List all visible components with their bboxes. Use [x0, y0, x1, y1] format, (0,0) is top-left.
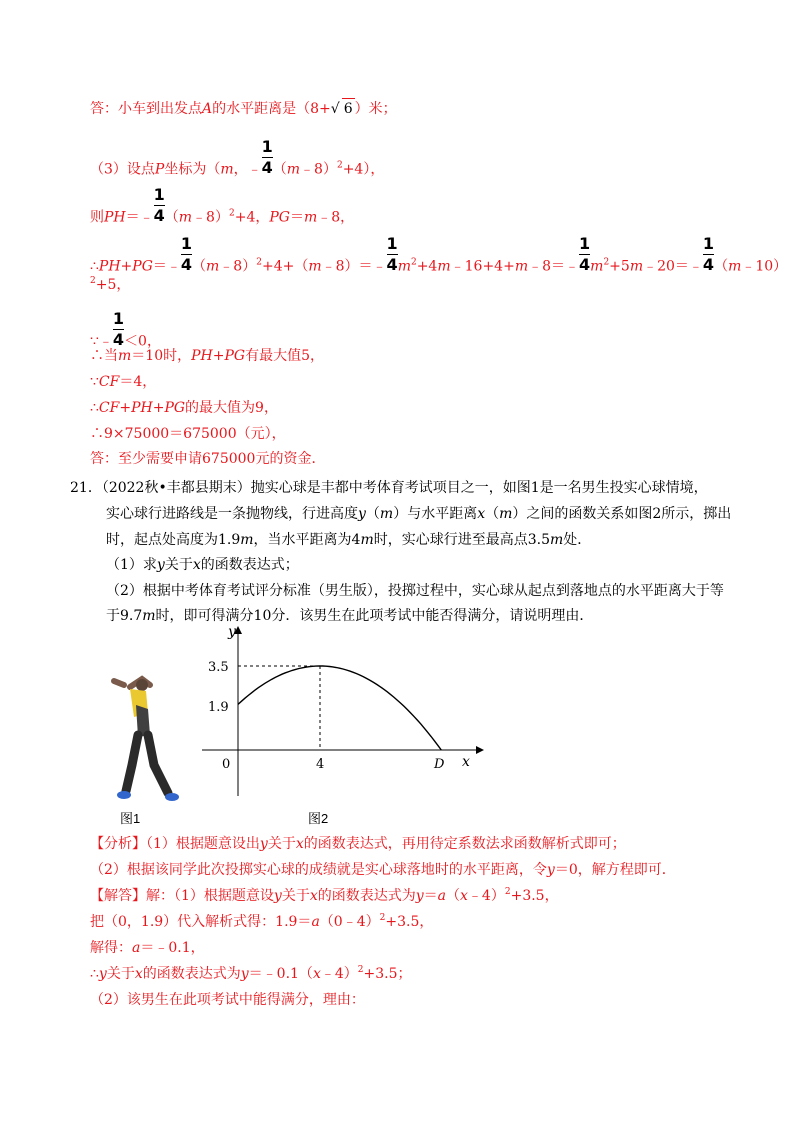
point-d-label: D [434, 757, 445, 772]
y-axis-label: y [228, 624, 236, 640]
text: 的水平距离是（8+ [212, 101, 331, 117]
solution-line-max: ∴当m＝10时，PH+PG有最大值5， [90, 348, 324, 364]
answer-line [90, 98, 397, 119]
text: （ [272, 161, 287, 178]
question-21-part2-line2: 于9.7m时，即可得满分10分．该男生在此项考试中能否得满分，请说明理由． [106, 608, 594, 624]
sqrt-radicand: 6 [342, 98, 355, 119]
solution-21-line5: （2）该男生在此项考试中能得满分，理由： [90, 992, 365, 1008]
question-21-part2-line1: （2）根据中考体育考试评分标准（男生版），投掷过程中，实心球从起点到落地点的水平距离大于等 [106, 583, 724, 599]
parabola-graph [200, 620, 490, 820]
solution-line-calc: ∴9×75000＝675000（元）， [90, 426, 286, 442]
fraction: $\frac{1}{4}$ [579, 234, 591, 274]
text: ，﹣ [233, 161, 262, 178]
fraction: $\frac{1}{4}$ [153, 185, 165, 225]
tick-label-3-5: 3.5 [208, 660, 229, 675]
thrower-figure-image [90, 665, 190, 815]
text: 答：小车到出发点 [90, 101, 202, 117]
text: ）米； [354, 101, 397, 117]
analysis-line1: 【分析】（1）根据题意设出y关于x的函数表达式，再用待定系数法求函数解析式即可； [90, 836, 626, 852]
solution-21-line1: 【解答】解：（1）根据题意设y关于x的函数表达式为y＝a（x﹣4）$^2$+3.5， [90, 887, 559, 904]
fraction: $\frac{1}{4}$ [702, 234, 715, 274]
solution-line-cont: $^2$+5， [90, 276, 131, 293]
figure-1-caption: 图1 [120, 811, 141, 826]
solution-21-line2: 把（0，1.9）代入解析式得：1.9＝a（0﹣4）$^2$+3.5， [90, 913, 434, 930]
var: m [220, 161, 234, 178]
x-axis-label: x [462, 754, 470, 770]
solution-line-cf: ∵CF＝4， [90, 374, 157, 390]
solution-line-cf-max: ∴CF+PH+PG的最大值为9， [90, 400, 278, 416]
text: 坐标为（ [164, 161, 221, 178]
solution-line-3: （3）设点P坐标为（m，﹣ $\frac{1}{4}$ （m﹣8）$^2$+4）， [90, 137, 385, 178]
question-21-line1: 21．（2022秋•丰都县期末）抛实心球是丰都中考体育考试项目之一，如图1是一名男生投实心球情境， [70, 480, 708, 496]
origin-label: 0 [222, 757, 231, 772]
fraction: $\frac{1}{4}$ [112, 309, 125, 349]
question-21-line3: 时，起点处高度为1.9m，当水平距离为4m时，实心球行进至最高点3.5m处． [106, 532, 592, 548]
solution-line-sum: ∴PH+PG＝﹣ $\frac{1}{4}$ （m﹣8）$^2$+4+（m﹣8）＝﹣ $\frac{1}{4}$ $m^2+4m﹣16+4+m﹣8=﹣$ $\frac{1}{4}$ $m^2+5m﹣20=﹣$ $\frac{1}{4}$ （m﹣10） [90, 234, 788, 275]
solution-line-answer: 答：至少需要申请675000元的资金． [90, 451, 326, 467]
solution-21-line3: 解得：a＝﹣0.1， [90, 940, 205, 956]
solution-21-line4: ∴y关于x的函数表达式为y＝﹣0.1（x﹣4）$^2$+3.5； [90, 965, 412, 982]
text: （3）设点 [90, 161, 155, 178]
fraction: $\frac{1}{4}$ [386, 234, 398, 274]
solution-line-ph: 则PH＝﹣ $\frac{1}{4}$ （m﹣8）$^2$+4，PG＝m﹣8， [90, 185, 355, 226]
solution-line-because: ∵﹣ $\frac{1}{4}$ ＜0， [90, 309, 161, 350]
figure-2-caption: 图2 [308, 811, 329, 826]
tick-label-1-9: 1.9 [208, 700, 229, 715]
figures [80, 620, 500, 830]
fraction: $\frac{1}{4}$ [180, 234, 193, 274]
trajectory-curve [238, 666, 441, 750]
question-21-line2: 实心球行进路线是一条抛物线，行进高度y（m）与水平距离x（m）之间的函数关系如图2所示，掷出 [106, 506, 732, 522]
var: P [154, 161, 165, 178]
question-21-part1: （1）求y关于x的函数表达式； [106, 557, 299, 573]
sqrt-symbol: √ [330, 101, 340, 117]
analysis-line2: （2）根据该同学此次投掷实心球的成绩就是实心球落地时的水平距离，令y＝0，解方程即可． [90, 862, 676, 878]
var: A [202, 101, 213, 117]
tick-label-4: 4 [316, 757, 325, 772]
fraction: $\frac{1}{4}$ [261, 137, 273, 177]
